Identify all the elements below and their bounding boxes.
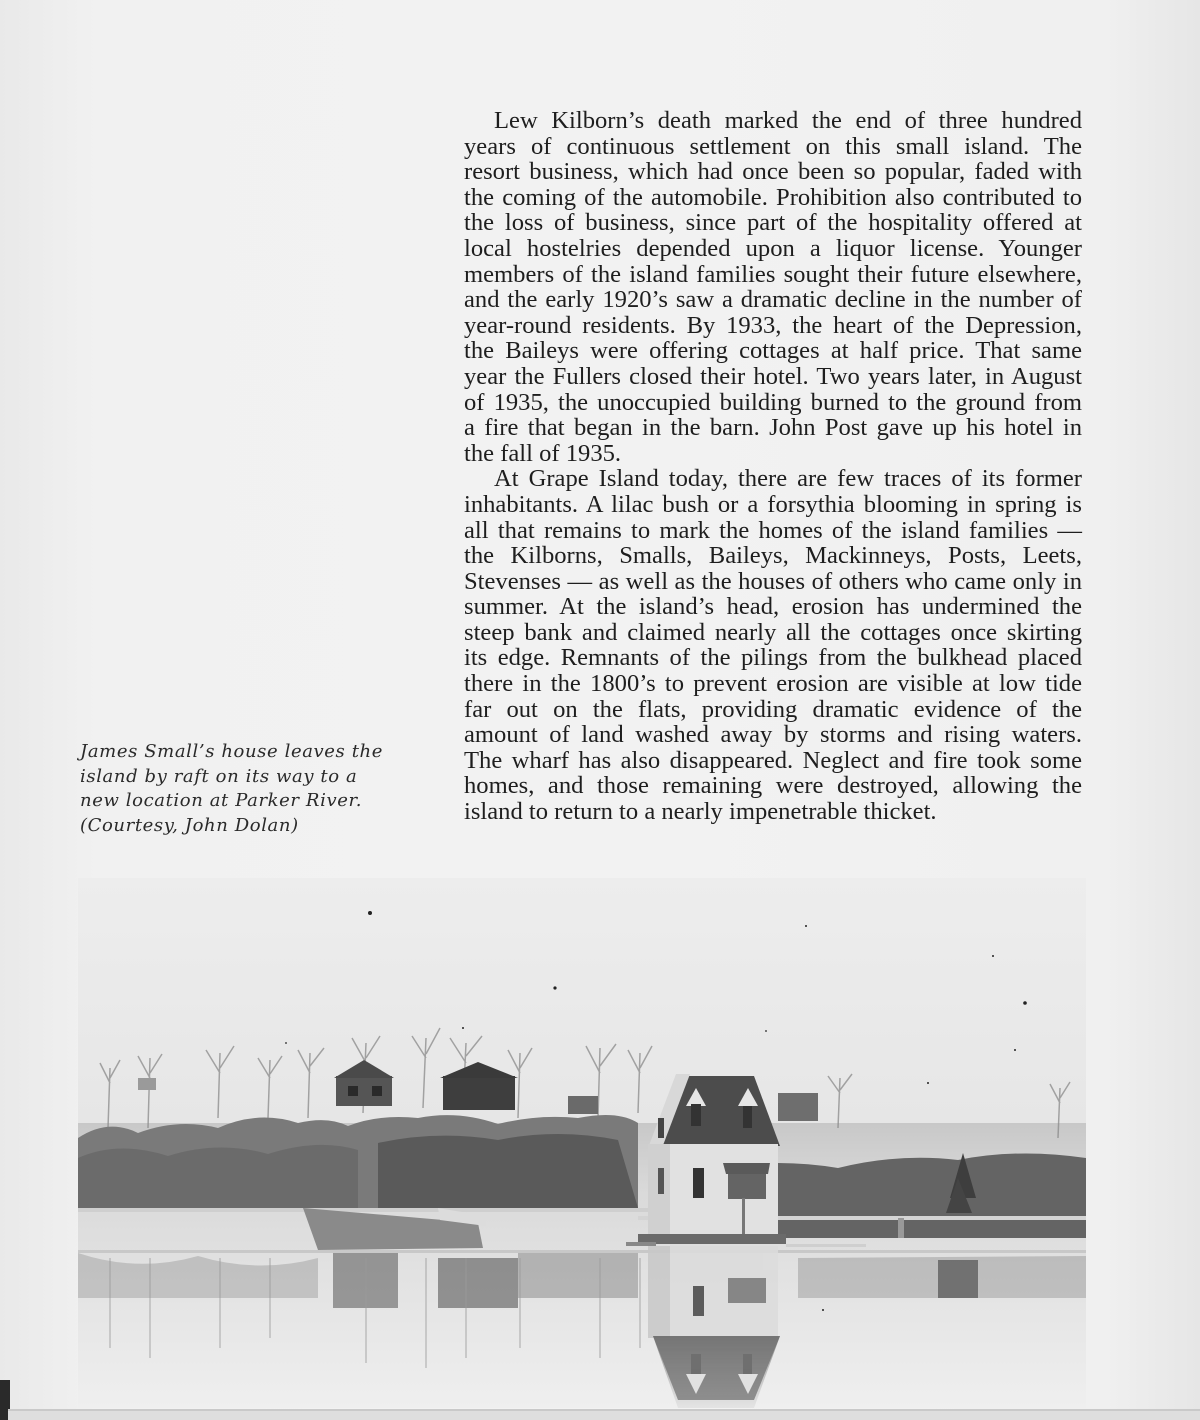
text-line: Lew Kilborn’s death marked the end of three hundred [494,107,1082,134]
text-line: the Kilborns, Smalls, Baileys, Mackinneys, Posts, Leets, [464,542,1082,570]
paragraph-1 [434,108,1082,466]
caption-line: new location at Parker River. [80,790,363,811]
historic-photograph [78,878,1086,1408]
text-line: Stevenses — as well as the houses of others who came only in [464,567,1082,595]
text-line: resort business, which had once been so popular, faded with [464,158,1082,186]
text-line: the coming of the automobile. Prohibition also contributed to [464,183,1082,211]
caption-line: (Courtesy, John Dolan) [80,814,299,836]
text-line: The wharf has also disappeared. Neglect and fire took some [464,746,1082,774]
text-line: the loss of business, since part of the hospitality offered at [464,209,1082,237]
text-line: years of continuous settlement on this small island. The [464,132,1082,160]
text-line: island to return to a nearly impenetrable thicket. [464,798,937,826]
text-line: a fire that began in the barn. John Post gave up his hotel in [464,414,1082,442]
text-line: amount of land washed away by storms and rising waters. [464,721,1082,749]
text-line: year the Fullers closed their hotel. Two years later, in August [464,362,1082,390]
caption-line: James Small’s house leaves the [80,741,383,762]
caption-line: island by raft on its way to a [80,765,358,787]
body-text [434,108,1082,825]
text-line: local hostelries depended upon a liquor license. Younger [464,234,1082,262]
text-line: all that remains to mark the homes of the island families — [464,516,1082,544]
text-line: and the early 1920’s saw a dramatic decline in the number of [464,286,1082,314]
text-line: the Baileys were offering cottages at half price. That same [464,337,1082,365]
text-line: members of the island families sought their future elsewhere, [464,260,1082,288]
text-line: homes, and those remaining were destroyed, allowing the [464,772,1082,800]
text-line: inhabitants. A lilac bush or a forsythia blooming in spring is [464,490,1082,518]
text-line: steep bank and claimed nearly all the cottages once skirting [464,618,1082,646]
paragraph-2 [434,466,1082,824]
text-line: far out on the flats, providing dramatic evidence of the [464,695,1082,723]
text-line: At Grape Island today, there are few traces of its former [494,465,1082,493]
page-bottom-band [8,1411,1200,1420]
text-line: of 1935, the unoccupied building burned to the ground from [464,388,1082,416]
text-line: the fall of 1935. [464,439,622,467]
text-line: its edge. Remnants of the pilings from the bulkhead placed [464,644,1082,672]
text-line: summer. At the island’s head, erosion has undermined the [464,593,1082,621]
text-line: there in the 1800’s to prevent erosion are visible at low tide [464,670,1082,698]
text-line: year-round residents. By 1933, the heart of the Depression, [464,311,1082,339]
photo-caption [80,740,410,838]
house-on-raft-photo [78,878,1086,1408]
